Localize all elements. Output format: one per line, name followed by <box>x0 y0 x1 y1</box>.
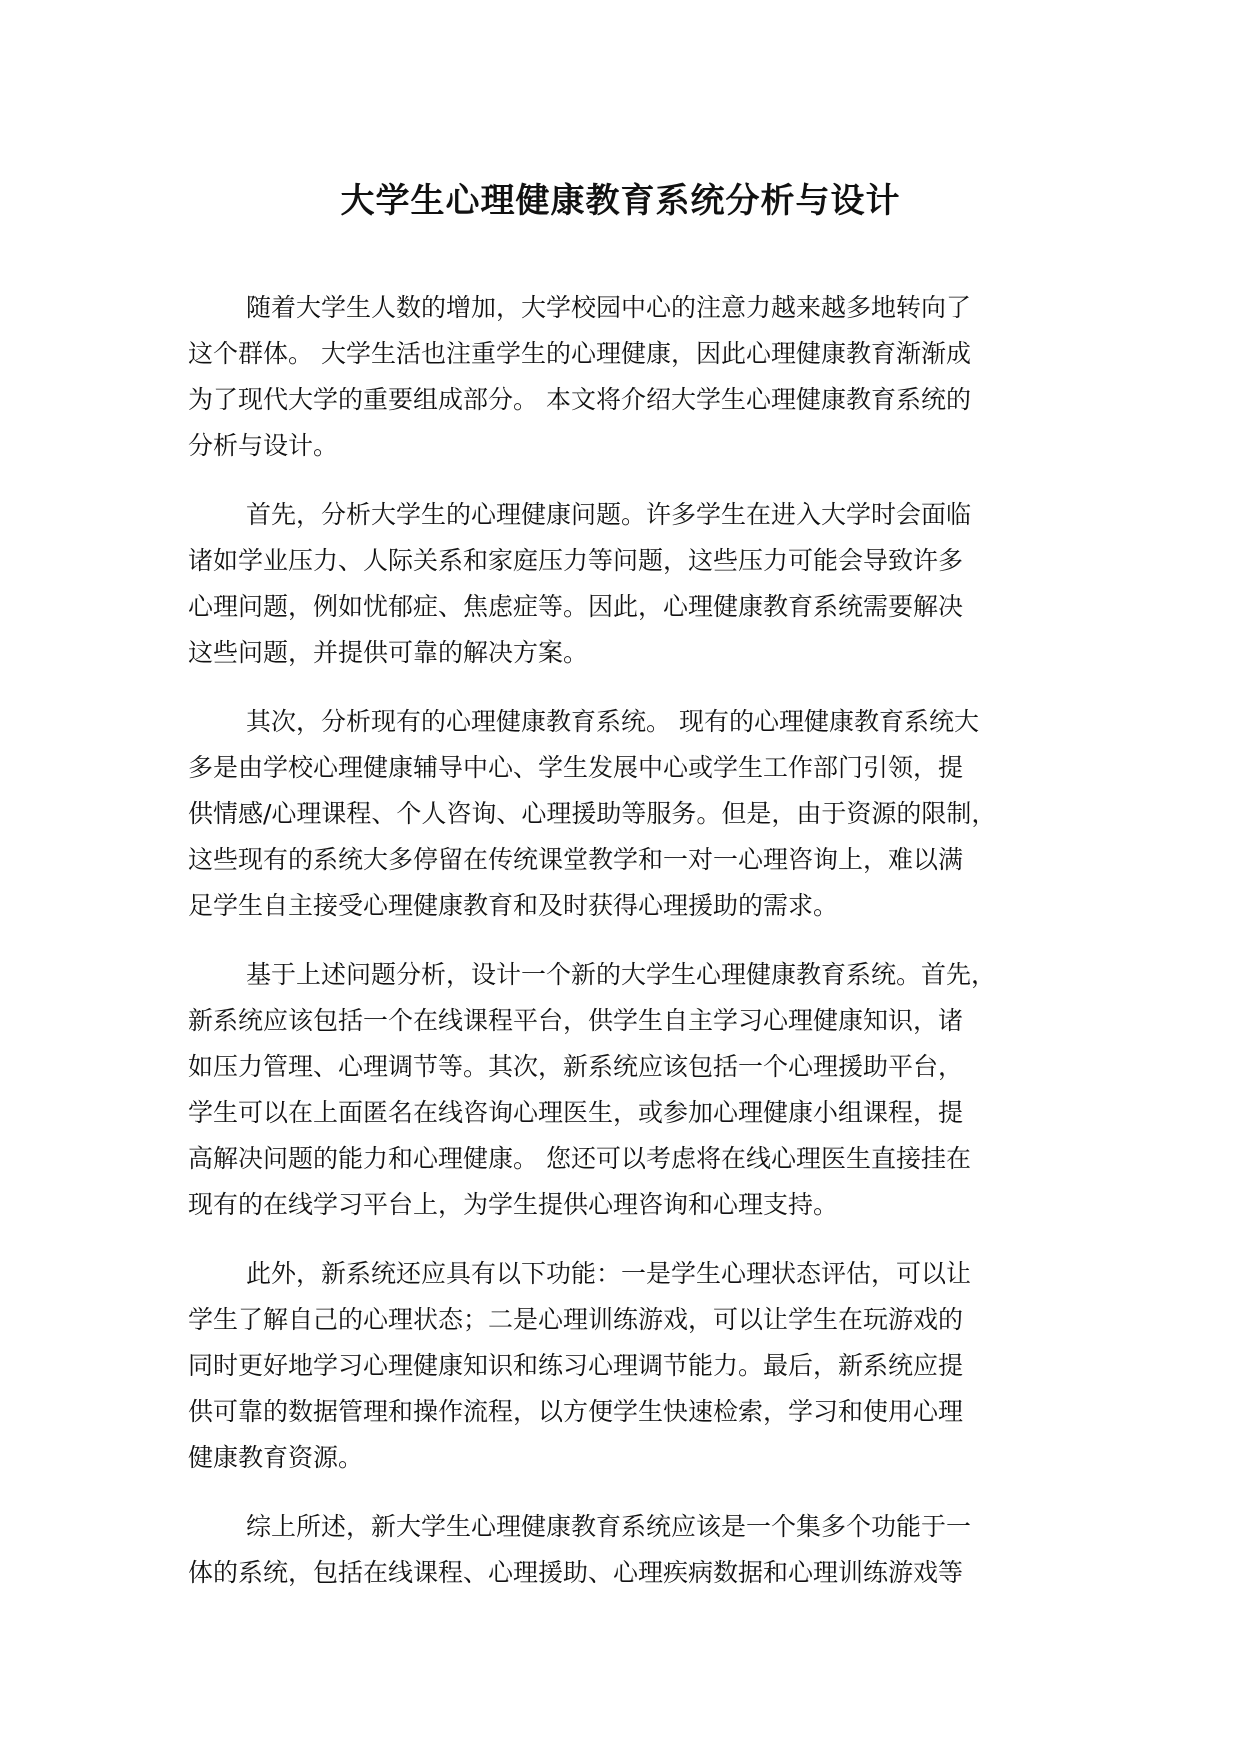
paragraph-line: 新系统应该包括一个在线课程平台，供学生自主学习心理健康知识，诸 <box>188 1006 964 1035</box>
paragraph-line: 体的系统，包括在线课程、心理援助、心理疾病数据和心理训练游戏等 <box>188 1558 964 1587</box>
paragraph-line: 如压力管理、心理调节等。其次，新系统应该包括一个心理援助平台， <box>188 1052 964 1081</box>
paragraph-6 <box>188 1504 1088 1596</box>
paragraph-line: 供情感/心理课程、个人咨询、心理援助等服务。但是，由于资源的限制， <box>188 799 997 828</box>
paragraph-4 <box>188 952 1088 1228</box>
paragraph-line: 基于上述问题分析，设计一个新的大学生心理健康教育系统。首先， <box>246 960 997 989</box>
paragraph-line: 随着大学生人数的增加，大学校园中心的注意力越来越多地转向了 <box>246 293 972 322</box>
paragraph-line: 供可靠的数据管理和操作流程，以方便学生快速检索，学习和使用心理 <box>188 1397 964 1426</box>
paragraph-line: 多是由学校心理健康辅导中心、学生发展中心或学生工作部门引领，提 <box>188 753 964 782</box>
paragraph-line: 同时更好地学习心理健康知识和练习心理调节能力。最后，新系统应提 <box>188 1351 964 1380</box>
paragraph-line: 为了现代大学的重要组成部分。 本文将介绍大学生心理健康教育系统的 <box>188 385 971 414</box>
paragraph-5 <box>188 1251 1088 1481</box>
paragraph-line: 高解决问题的能力和心理健康。 您还可以考虑将在线心理医生直接挂在 <box>188 1144 971 1173</box>
paragraph-line: 足学生自主接受心理健康教育和及时获得心理援助的需求。 <box>188 891 839 920</box>
document-body <box>188 285 1088 1619</box>
document-title: 大学生心理健康教育系统分析与设计 <box>340 181 901 221</box>
paragraph-line: 其次，分析现有的心理健康教育系统。 现有的心理健康教育系统大 <box>246 707 979 736</box>
paragraph-line: 学生了解自己的心理状态；二是心理训练游戏，可以让学生在玩游戏的 <box>188 1305 964 1334</box>
paragraph-1 <box>188 285 1088 469</box>
paragraph-line: 这些问题，并提供可靠的解决方案。 <box>188 638 589 667</box>
paragraph-line: 现有的在线学习平台上，为学生提供心理咨询和心理支持。 <box>188 1190 839 1219</box>
paragraph-line: 健康教育资源。 <box>188 1443 364 1472</box>
paragraph-line: 首先，分析大学生的心理健康问题。许多学生在进入大学时会面临 <box>246 500 972 529</box>
paragraph-line: 此外，新系统还应具有以下功能：一是学生心理状态评估，可以让 <box>246 1259 972 1288</box>
paragraph-line: 分析与设计。 <box>188 431 339 460</box>
paragraph-2 <box>188 492 1088 676</box>
paragraph-line: 诸如学业压力、人际关系和家庭压力等问题，这些压力可能会导致许多 <box>188 546 964 575</box>
paragraph-line: 这个群体。 大学生活也注重学生的心理健康，因此心理健康教育渐渐成 <box>188 339 971 368</box>
paragraph-line: 综上所述，新大学生心理健康教育系统应该是一个集多个功能于一 <box>246 1512 972 1541</box>
paragraph-line: 学生可以在上面匿名在线咨询心理医生，或参加心理健康小组课程，提 <box>188 1098 964 1127</box>
paragraph-3 <box>188 699 1088 929</box>
paragraph-line: 心理问题，例如忧郁症、焦虑症等。因此，心理健康教育系统需要解决 <box>188 592 964 621</box>
paragraph-line: 这些现有的系统大多停留在传统课堂教学和一对一心理咨询上，难以满 <box>188 845 964 874</box>
